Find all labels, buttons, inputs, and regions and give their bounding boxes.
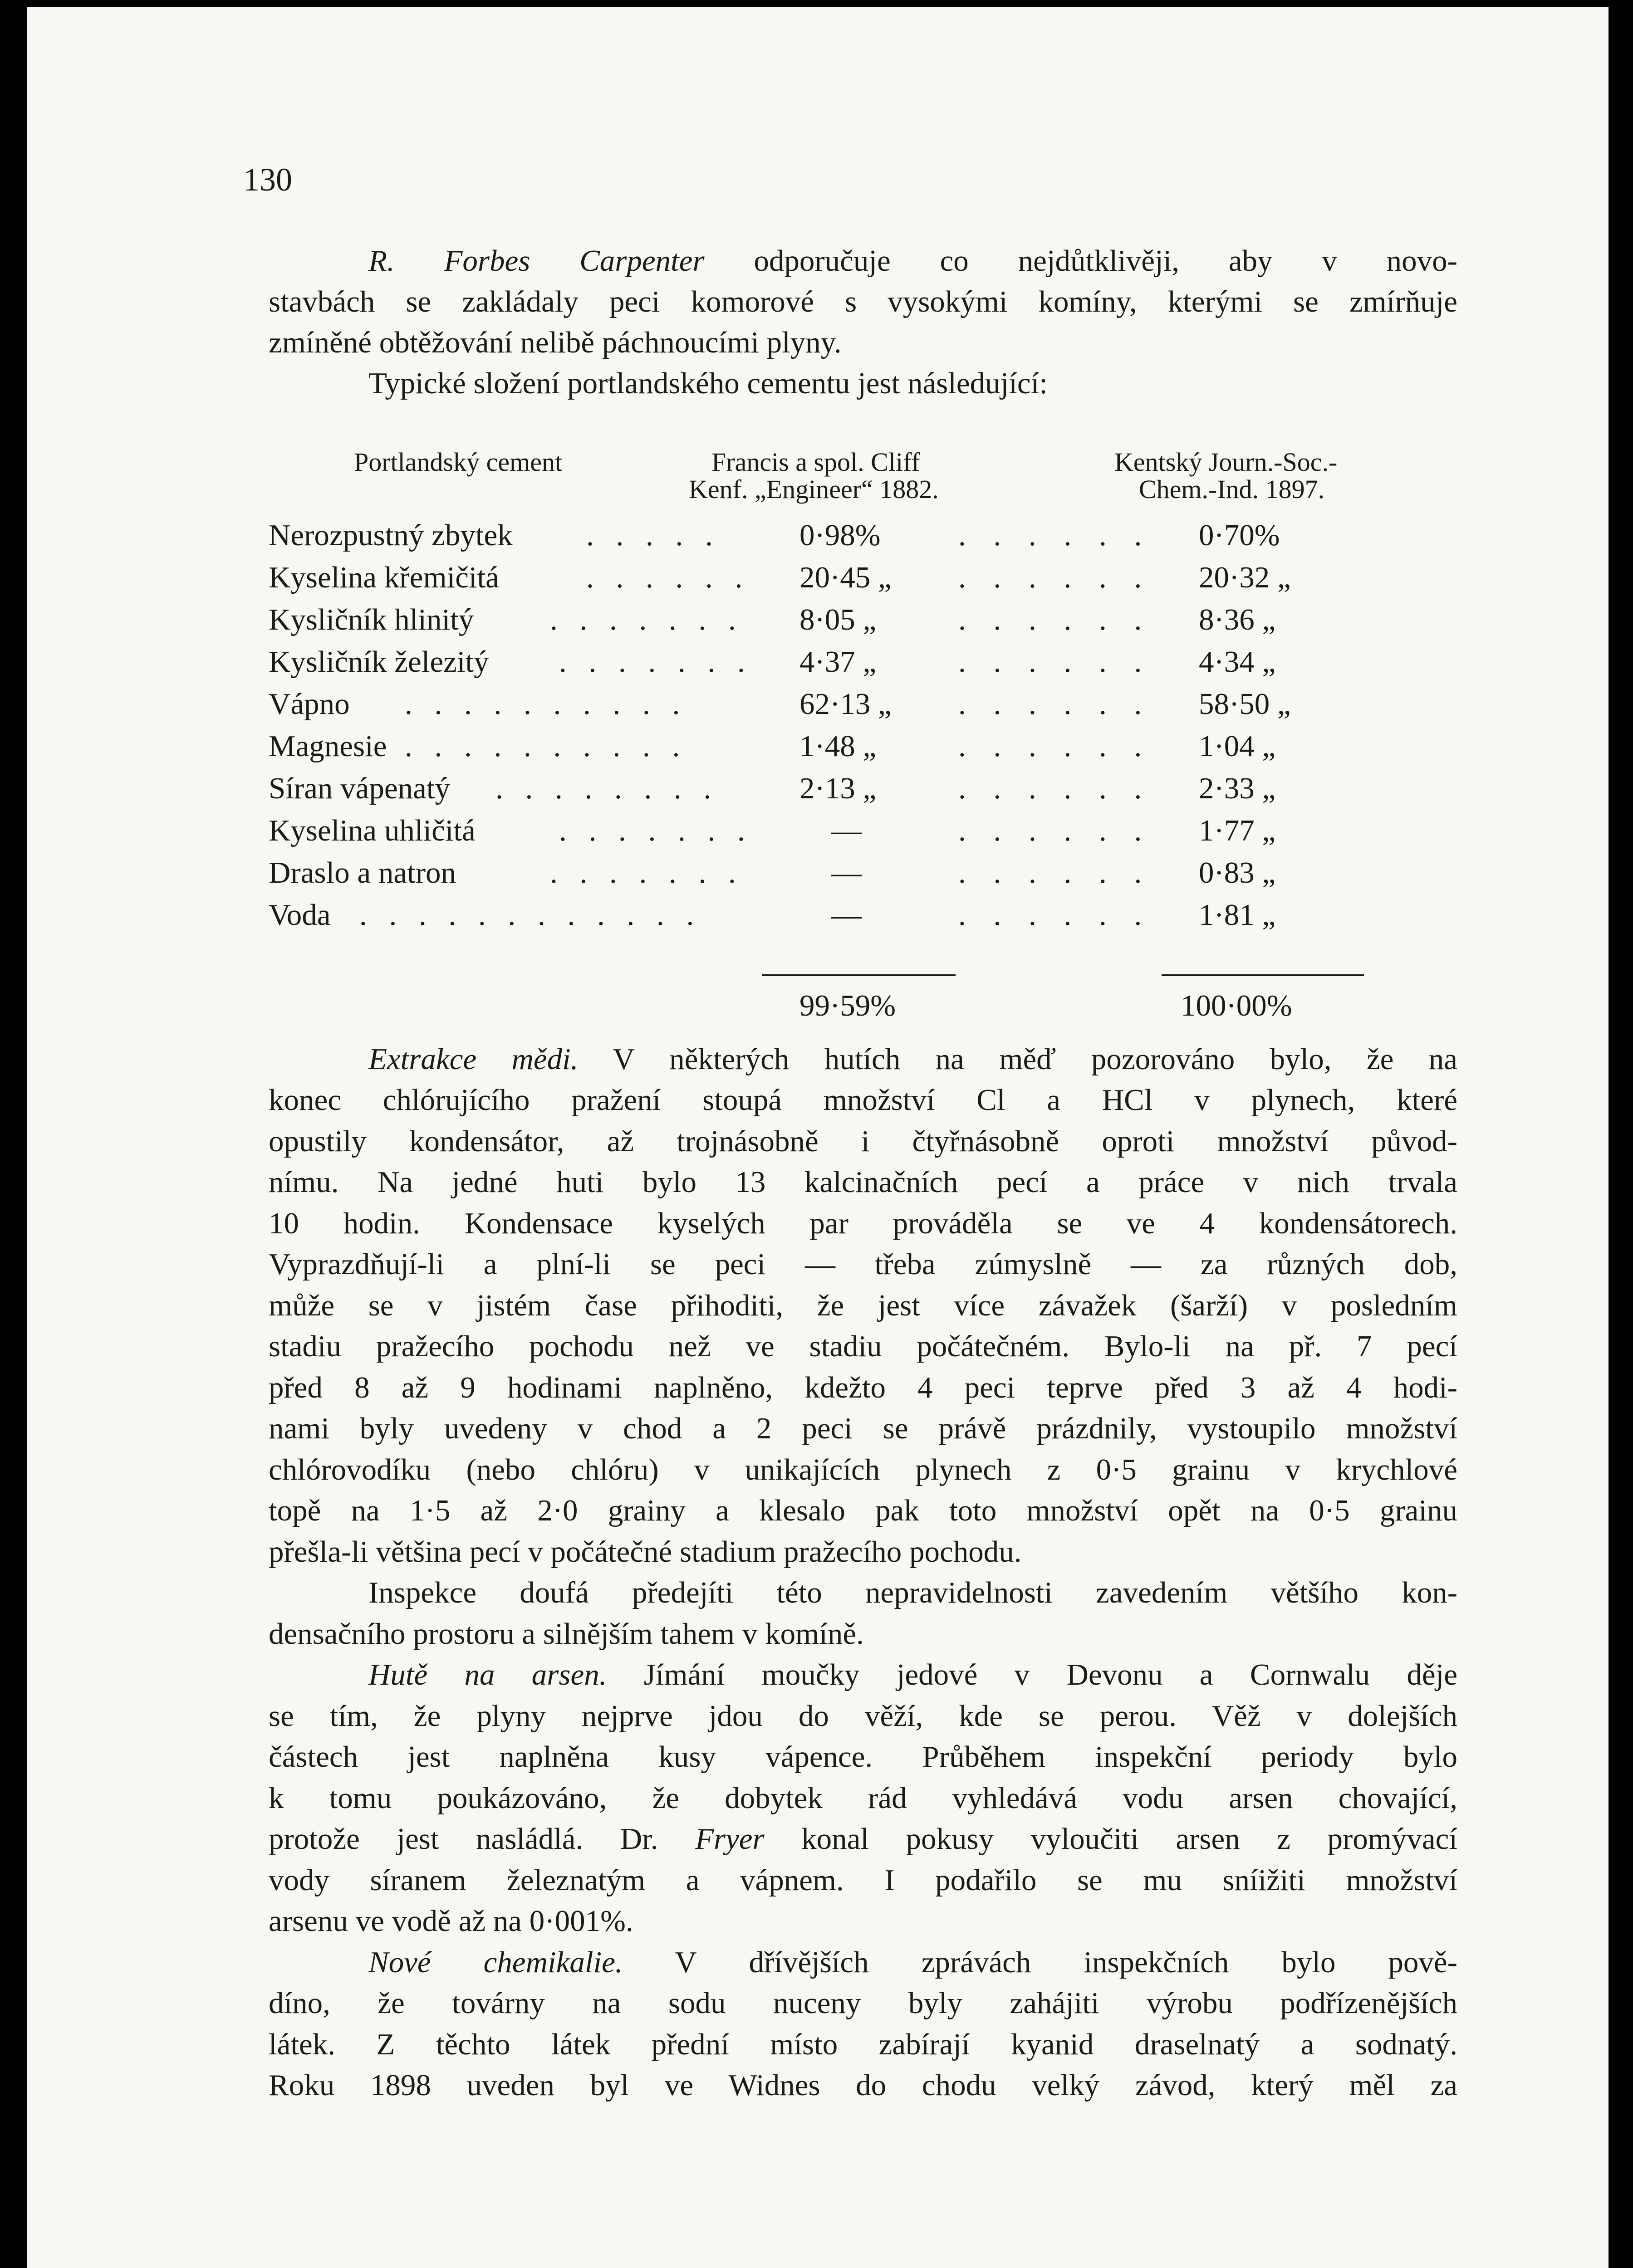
table-row: Voda . . . . . . . . . . . . — . . . . . . 1·81 „	[269, 898, 1276, 932]
table-row: Magnesie . . . . . . . . . . 1·48 „ . . . . . . 1·04 „	[269, 729, 1276, 763]
table-row: Kysličník železitý . . . . . . . 4·37 „ . . . . . . 4·34 „	[269, 645, 1276, 679]
chemicals-line-2: díno, že továrny na sodu nuceny byly zahájiti výrobu podřízenějších	[269, 1986, 1457, 2020]
intro-line-1: R. Forbes Carpenter odporučuje co nejdůtklivěji, aby v novo-	[368, 244, 1457, 278]
header-portland: Portlandský cement	[354, 447, 563, 477]
arsenic-line-4: k tomu poukázováno, že dobytek rád vyhledává vodu arsen chovající,	[269, 1781, 1457, 1815]
arsenic-line-1: Hutě na arsen. Jímání moučky jedové v Devonu a Cornwalu děje	[368, 1658, 1458, 1691]
table-row: Draslo a natron . . . . . . . — . . . . . . 0·83 „	[269, 856, 1276, 890]
copper-line-14: Inspekce doufá předejíti této nepravidelnosti zavedením většího kon-	[368, 1576, 1457, 1609]
copper-line-7: může se v jistém čase přihoditi, že jest více závažek (šarží) v posledním	[269, 1289, 1457, 1322]
table-row: Kysličník hlinitý . . . . . . . 8·05 „ . . . . . . 8·36 „	[269, 603, 1276, 636]
table-row: Vápno . . . . . . . . . . 62·13 „ . . . . . . 58·50 „	[269, 687, 1291, 721]
table-row: Kyselina uhličitá . . . . . . . — . . . . . . 1·77 „	[269, 814, 1276, 847]
sum-rule-1	[762, 974, 956, 976]
section-title-chemicals: Nové chemikalie.	[368, 1945, 623, 1979]
section-title-arsenic: Hutě na arsen.	[368, 1658, 607, 1691]
copper-line-13: přešla-li většina pecí v počátečné stadium pražecího pochodu.	[269, 1535, 1022, 1569]
copper-line-8: stadiu pražecího pochodu než ve stadiu počátečném. Bylo-li na př. 7 pecí	[269, 1330, 1457, 1363]
intro-line-2: stavbách se zakládaly peci komorové s vysokými komíny, kterými se zmírňuje	[269, 285, 1457, 318]
table-row: Síran vápenatý . . . . . . . . 2·13 „ . . . . . . 2·33 „	[269, 772, 1276, 805]
chemicals-line-4: Roku 1898 uveden byl ve Widnes do chodu velký závod, který měl za	[269, 2068, 1457, 2102]
copper-line-9: před 8 až 9 hodinami naplněno, kdežto 4 peci teprve před 3 až 4 hodi-	[269, 1371, 1457, 1404]
person-fryer: Fryer	[695, 1822, 765, 1856]
chemicals-line-1: Nové chemikalie. V dřívějších zprávách inspekčních bylo pově-	[368, 1945, 1457, 1979]
header-francis-1: Francis a spol. Cliff	[711, 447, 920, 477]
sum-rule-2	[1162, 974, 1364, 976]
copper-line-2: konec chlórujícího pražení stoupá množství Cl a HCl v plynech, které	[269, 1083, 1457, 1117]
table-row: Nerozpustný zbytek . . . . . 0·98% . . . . . . 0·70%	[269, 518, 1280, 552]
header-kentsky-1: Kentský Journ.-Soc.-	[1114, 447, 1338, 477]
arsenic-line-5: protože jest nasládlá. Dr. Fryer konal pokusy vyloučiti arsen z promývací	[269, 1822, 1457, 1856]
author-name: R. Forbes Carpenter	[368, 244, 705, 278]
arsenic-line-7: arsenu ve vodě až na 0·001%.	[269, 1904, 633, 1938]
arsenic-line-2: se tím, že plyny nejprve jdou do věží, kde se perou. Věž v dolejších	[269, 1699, 1457, 1733]
intro-line-4: Typické složení portlandského cementu jest následující:	[368, 367, 1048, 400]
header-francis-2: Kenf. „Engineer“ 1882.	[689, 474, 939, 504]
section-title-copper: Extrakce mědi.	[368, 1042, 579, 1076]
copper-line-3: opustily kondensátor, až trojnásobně i čtyřnásobně oproti množství původ-	[269, 1124, 1457, 1158]
arsenic-line-6: vody síranem železnatým a vápnem. I podařilo se mu sníižiti množství	[269, 1863, 1457, 1897]
copper-line-4: nímu. Na jedné huti bylo 13 kalcinačních pecí a práce v nich trvala	[269, 1165, 1457, 1199]
copper-line-15: densačního prostoru a silnějším tahem v komíně.	[269, 1617, 864, 1651]
intro-line-3: zmíněné obtěžování nelibě páchnoucími plyny.	[269, 326, 842, 359]
copper-line-5: 10 hodin. Kondensace kyselých par prováděla se ve 4 kondensátorech.	[269, 1207, 1457, 1240]
header-kentsky-2: Chem.-Ind. 1897.	[1139, 474, 1325, 504]
total-kentsky: 100·00%	[1181, 989, 1292, 1022]
copper-line-6: Vyprazdňují-li a plní-li se peci — třeba zúmyslně — za různých dob,	[269, 1247, 1457, 1281]
copper-line-11: chlórovodíku (nebo chlóru) v unikajících plynech z 0·5 grainu v krychlové	[269, 1453, 1457, 1486]
copper-line-1: Extrakce mědi. V některých hutích na měď pozorováno bylo, že na	[368, 1042, 1457, 1076]
copper-line-10: nami byly uvedeny v chod a 2 peci se právě prázdnily, vystoupilo množství	[269, 1412, 1457, 1445]
total-francis: 99·59%	[799, 989, 896, 1022]
table-row: Kyselina křemičitá . . . . . . 20·45 „ . . . . . . 20·32 „	[269, 561, 1291, 594]
chemicals-line-3: látek. Z těchto látek přední místo zabírají kyanid draselnatý a sodnatý.	[269, 2028, 1457, 2061]
page-number: 130	[243, 161, 292, 198]
arsenic-line-3: částech jest naplněna kusy vápence. Průběhem inspekční periody bylo	[269, 1740, 1457, 1774]
copper-line-12: topě na 1·5 až 2·0 grainy a klesalo pak toto množství opět na 0·5 grainu	[269, 1494, 1457, 1527]
